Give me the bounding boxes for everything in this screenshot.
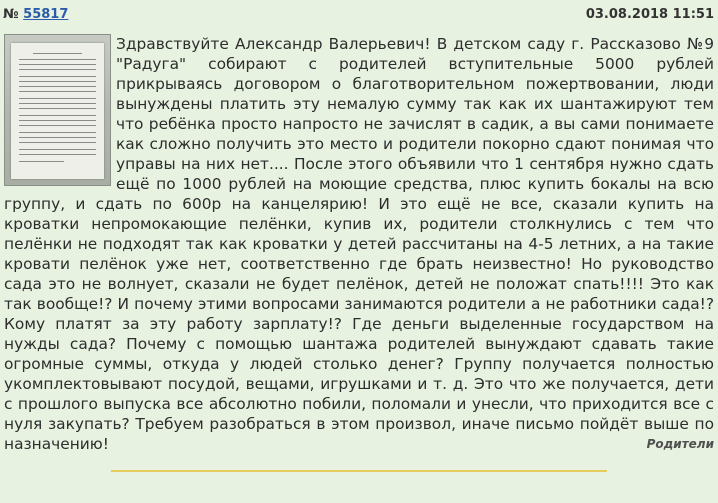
post-number-link[interactable]: 55817 bbox=[23, 6, 69, 22]
post-number bbox=[3, 7, 68, 22]
post-body bbox=[4, 34, 714, 454]
divider bbox=[111, 470, 607, 472]
post-author: Родители bbox=[646, 437, 714, 451]
post-body-text: Здравствуйте Александр Валерьевич! В детском саду г. Рассказово №9 "Радуга" собирают с родителей вступительные 5000 рублей прикрываясь договором о благотворительном пожертвовании, люди вынуждены платить эту немалую сумму так как их шантажируют тем что ребёнка просто напросто не зачислят в садик, а вы сами понимаете как сложно получить это место и родители покорно сдают понимая что управы на них нет.... После этого объявили что 1 сентября нужно сдать ещё по 1000 рублей на моющие средства, плюс купить бокалы на всю группу, и сдать по 600р на канцелярию! И это ещё не все, сказали купить на кроватки непромокающие пелёнки, купив их, родители столкнулись с тем что пелёнки не подходят так как кроватки у детей рассчитаны на 4-5 летних, а на такие кровати пелёнок уже нет, соответственно где брать неизвестно! Но руководство сада это не волнует, сказали не будет пелёнок, детей не положат спать!!!! Это как так вообще!? И почему этими вопросами занимаются родители а не работники сада!? Кому платят за эту работу зарплату!? Где деньги выделенные государством на нужды сада? Почему с помощью шантажа родителей вынуждают сдавать такие огромные суммы, откуда у людей столько денег? Группу получается полностью укомплектовывают посудой, вещами, игрушками и т. д. Это что же получается, дети с прошлого выпуска все абсолютно побили, поломали и унесли, что приходится все с нуля закупать? Требуем разобраться в этом произвол, иначе письмо пойдёт выше по назначению! bbox=[4, 35, 714, 453]
post-datetime: 03.08.2018 11:51 bbox=[585, 6, 714, 22]
post-header bbox=[0, 0, 718, 28]
number-prefix: № bbox=[3, 6, 19, 22]
